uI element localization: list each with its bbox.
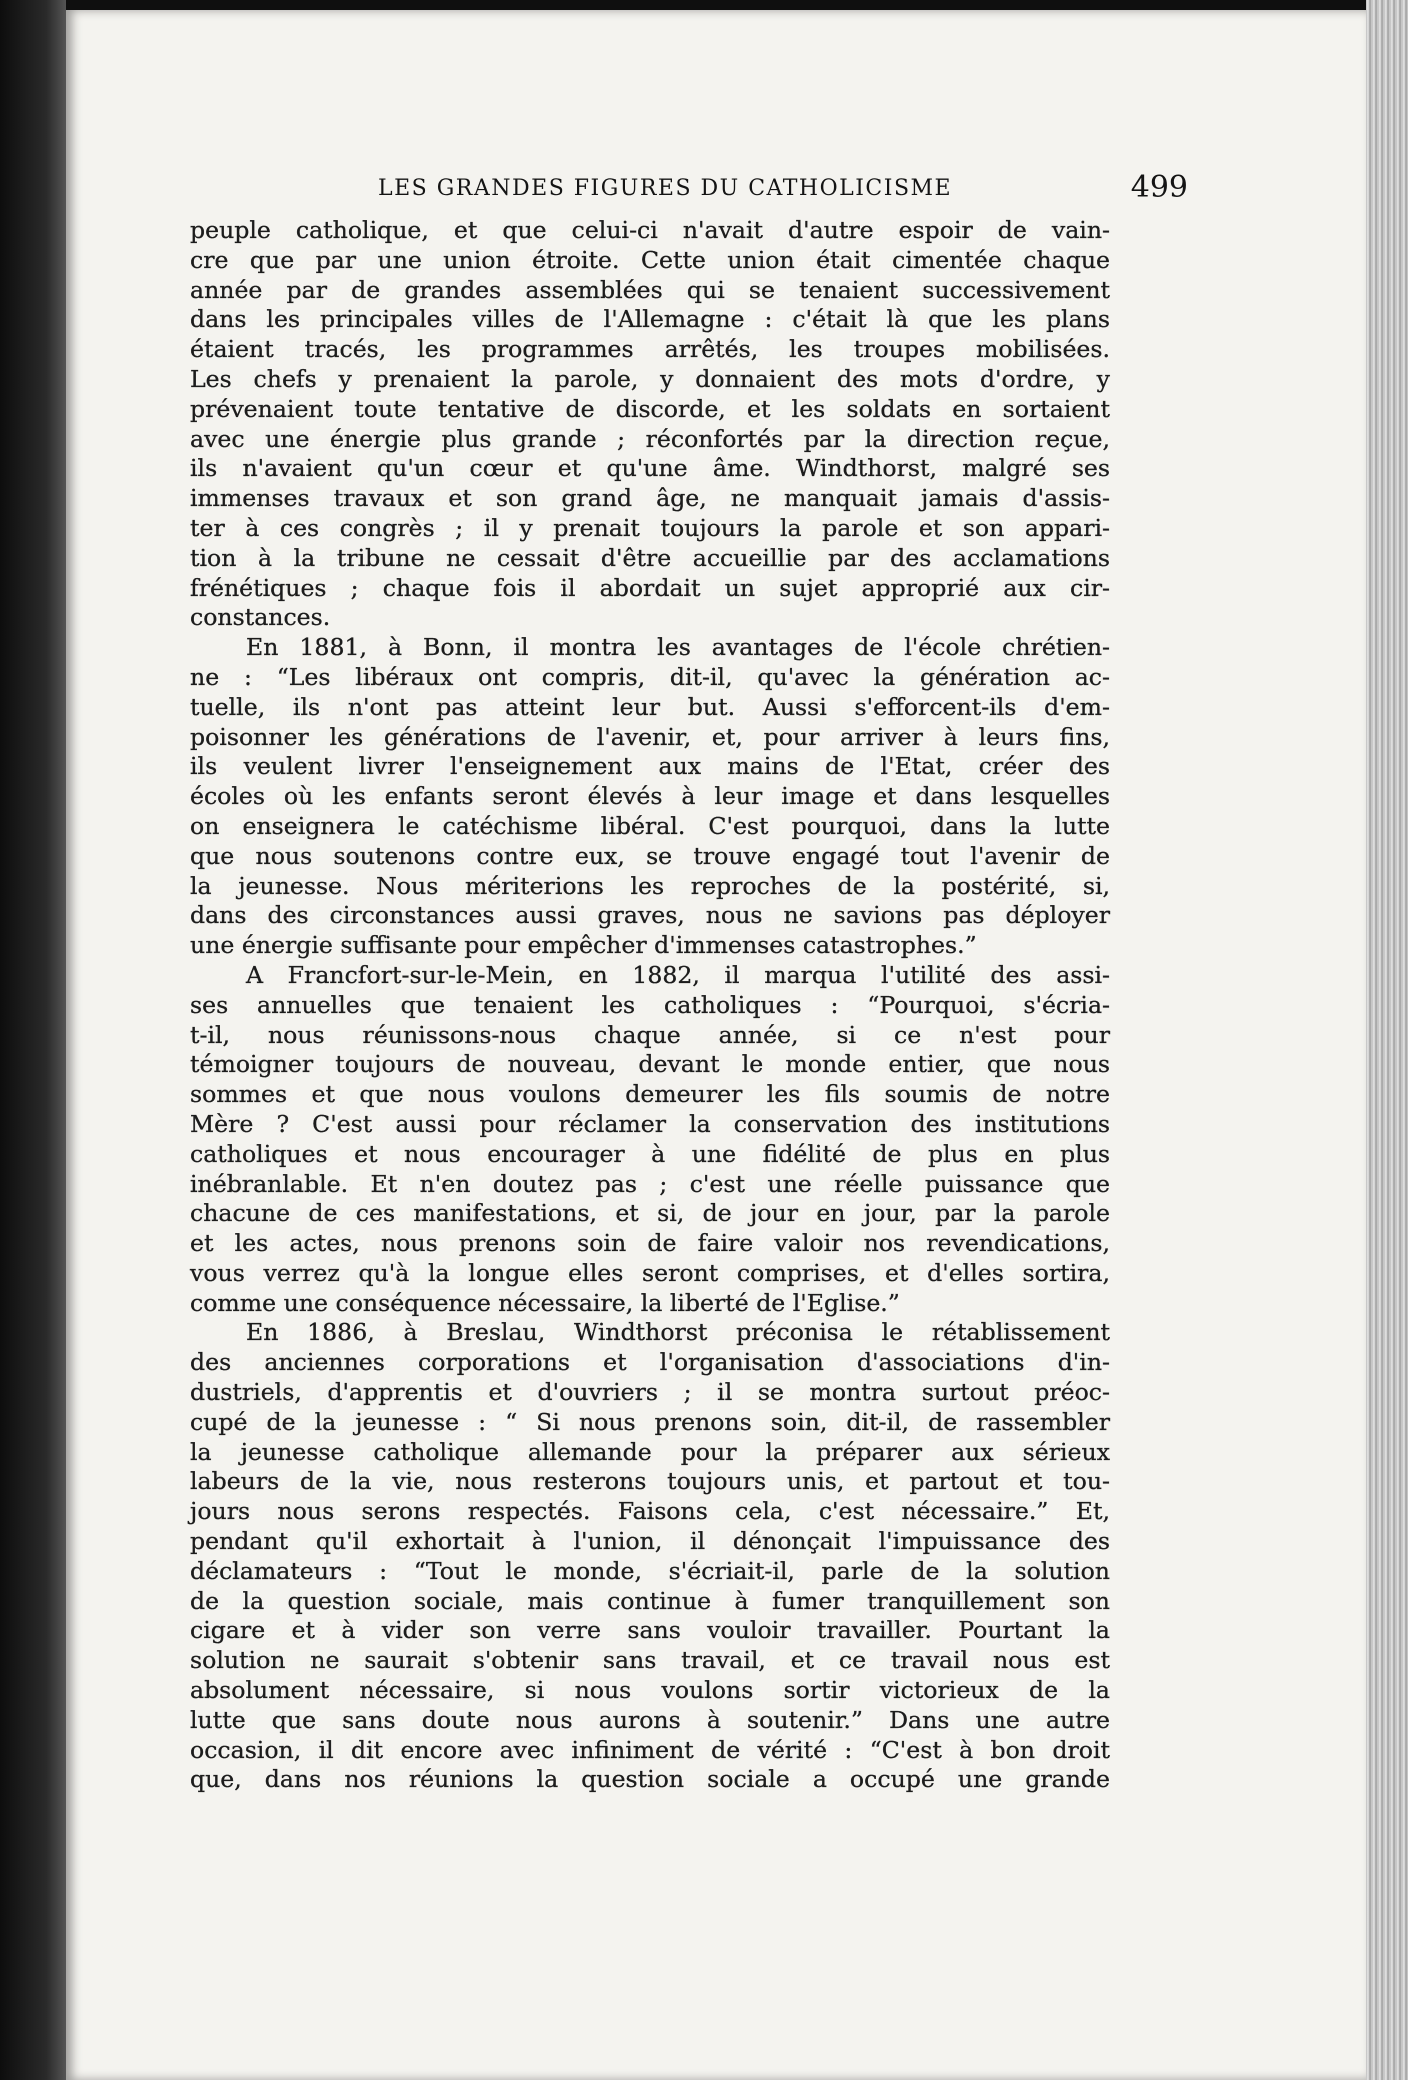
- text-line: année par de grandes assemblées qui se tenaient successivement: [190, 275, 1110, 304]
- paragraph-start-line: En 1886, à Breslau, Windthorst préconisa le rétablissement: [246, 1318, 1110, 1347]
- text-line: comme une conséquence nécessaire, la liberté de l'Eglise.”: [190, 1288, 900, 1317]
- text-line: poisonner les générations de l'avenir, et, pour arriver à leurs fins,: [190, 722, 1110, 751]
- text-line: prévenaient toute tentative de discorde, et les soldats en sortaient: [190, 394, 1110, 423]
- text-line: immenses travaux et son grand âge, ne manquait jamais d'assis-: [190, 484, 1110, 513]
- text-line: catholiques et nous encourager à une fidélité de plus en plus: [190, 1139, 1110, 1168]
- text-line: ne : “Les libéraux ont compris, dit-il, qu'avec la génération ac-: [190, 662, 1110, 691]
- text-line: jours nous serons respectés. Faisons cela, c'est nécessaire.” Et,: [190, 1497, 1110, 1526]
- text-line: dans des circonstances aussi graves, nous ne savions pas déployer: [190, 901, 1110, 930]
- text-line: écoles où les enfants seront élevés à leur image et dans lesquelles: [190, 782, 1110, 811]
- page-stack-edge: [1366, 0, 1408, 2080]
- text-line: que nous soutenons contre eux, se trouve engagé tout l'avenir de: [190, 841, 1110, 870]
- text-line: Mère ? C'est aussi pour réclamer la conservation des institutions: [190, 1109, 1110, 1138]
- text-line: t-il, nous réunissons-nous chaque année, si ce n'est pour: [190, 1020, 1110, 1049]
- text-line: vous verrez qu'à la longue elles seront comprises, et d'elles sortira,: [190, 1258, 1110, 1287]
- text-line: absolument nécessaire, si nous voulons sortir victorieux de la: [190, 1676, 1110, 1705]
- text-line: inébranlable. Et n'en doutez pas ; c'est une réelle puissance que: [190, 1169, 1110, 1198]
- text-line: constances.: [190, 603, 331, 632]
- text-line: lutte que sans doute nous aurons à soutenir.” Dans une autre: [190, 1705, 1110, 1734]
- text-line: la jeunesse. Nous mériterions les reproches de la postérité, si,: [190, 871, 1110, 900]
- text-line: ils n'avaient qu'un cœur et qu'une âme. Windthorst, malgré ses: [190, 454, 1110, 483]
- text-line: chacune de ces manifestations, et si, de jour en jour, par la parole: [190, 1199, 1110, 1228]
- text-line: on enseignera le catéchisme libéral. C'est pourquoi, dans la lutte: [190, 811, 1110, 840]
- text-line: de la question sociale, mais continue à fumer tranquillement son: [190, 1586, 1110, 1615]
- text-line: ils veulent livrer l'enseignement aux mains de l'Etat, créer des: [190, 752, 1110, 781]
- text-line: étaient tracés, les programmes arrêtés, les troupes mobilisées.: [190, 335, 1110, 364]
- text-line: cre que par une union étroite. Cette union était cimentée chaque: [190, 245, 1110, 274]
- book-gutter-edge: [0, 0, 66, 2080]
- text-line: ter à ces congrès ; il y prenait toujours la parole et son appari-: [190, 513, 1110, 542]
- text-line: tion à la tribune ne cessait d'être accueillie par des acclamations: [190, 543, 1110, 572]
- text-line: cigare et à vider son verre sans vouloir travailler. Pourtant la: [190, 1616, 1110, 1645]
- text-line: occasion, il dit encore avec infiniment de vérité : “C'est à bon droit: [190, 1735, 1110, 1764]
- paragraph-start-line: En 1881, à Bonn, il montra les avantages de l'école chrétien-: [246, 633, 1110, 662]
- text-line: dans les principales villes de l'Allemagne : c'était là que les plans: [190, 305, 1110, 334]
- text-line: la jeunesse catholique allemande pour la préparer aux sérieux: [190, 1437, 1110, 1466]
- page-number: 499: [1130, 170, 1188, 205]
- text-line: peuple catholique, et que celui-ci n'avait d'autre espoir de vain-: [190, 216, 1110, 244]
- scan-top-edge: [0, 0, 1408, 10]
- paragraph-start-line: A Francfort-sur-le-Mein, en 1882, il marqua l'utilité des assi-: [246, 960, 1110, 989]
- text-line: frénétiques ; chaque fois il abordait un sujet approprié aux cir-: [190, 573, 1110, 602]
- text-line: cupé de la jeunesse : “ Si nous prenons soin, dit-il, de rassembler: [190, 1407, 1110, 1436]
- text-line: ses annuelles que tenaient les catholiques : “Pourquoi, s'écria-: [190, 990, 1110, 1019]
- text-line: une énergie suffisante pour empêcher d'immenses catastrophes.”: [190, 931, 977, 960]
- body-text: [190, 216, 1110, 1795]
- text-line: sommes et que nous voulons demeurer les fils soumis de notre: [190, 1080, 1110, 1109]
- text-line: et les actes, nous prenons soin de faire valoir nos revendications,: [190, 1229, 1110, 1258]
- page-header: [378, 170, 1188, 210]
- text-line: déclamateurs : “Tout le monde, s'écriait-il, parle de la solution: [190, 1556, 1110, 1585]
- text-line: avec une énergie plus grande ; réconfortés par la direction reçue,: [190, 424, 1110, 453]
- text-line: solution ne saurait s'obtenir sans travail, et ce travail nous est: [190, 1646, 1110, 1675]
- text-line: tuelle, ils n'ont pas atteint leur but. Aussi s'efforcent-ils d'em-: [190, 692, 1110, 721]
- text-line: labeurs de la vie, nous resterons toujours unis, et partout et tou-: [190, 1467, 1110, 1496]
- text-line: pendant qu'il exhortait à l'union, il dénonçait l'impuissance des: [190, 1527, 1110, 1556]
- text-line: des anciennes corporations et l'organisation d'associations d'in-: [190, 1348, 1110, 1377]
- running-title: LES GRANDES FIGURES DU CATHOLICISME: [378, 176, 953, 201]
- text-line: dustriels, d'apprentis et d'ouvriers ; il se montra surtout préoc-: [190, 1378, 1110, 1407]
- text-line: Les chefs y prenaient la parole, y donnaient des mots d'ordre, y: [190, 364, 1110, 393]
- text-line: que, dans nos réunions la question sociale a occupé une grande: [190, 1765, 1110, 1794]
- text-line: témoigner toujours de nouveau, devant le monde entier, que nous: [190, 1050, 1110, 1079]
